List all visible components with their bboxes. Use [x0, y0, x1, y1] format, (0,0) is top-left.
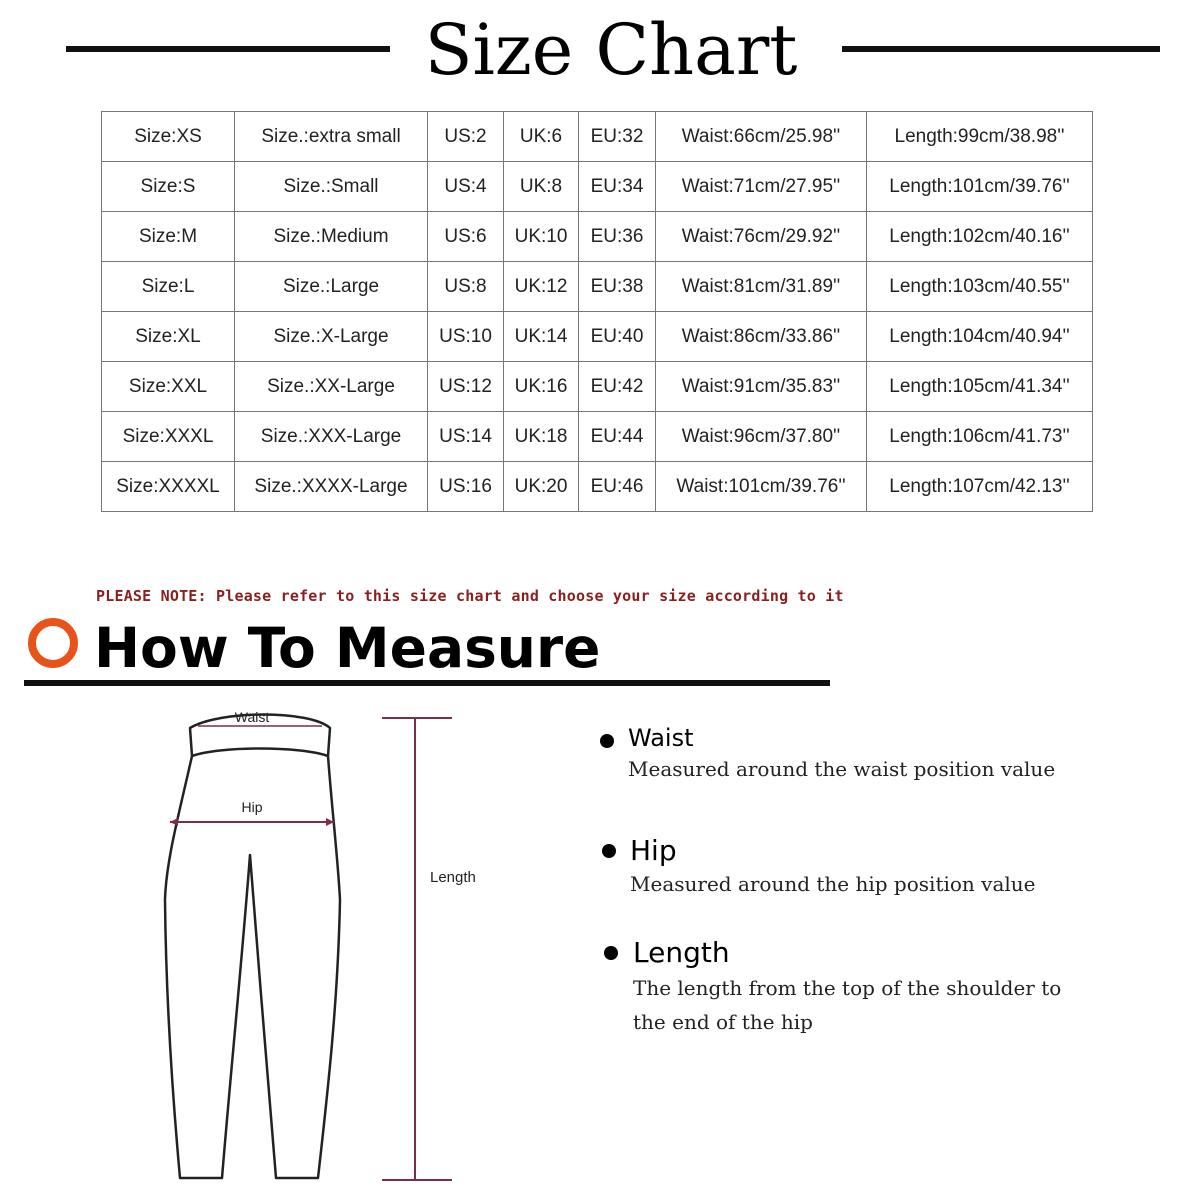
cell-eu-size: EU:38	[579, 262, 656, 312]
cell-length-measure: Length:101cm/39.76''	[867, 162, 1093, 212]
cell-eu-size: EU:34	[579, 162, 656, 212]
diagram-hip-label: Hip	[241, 799, 263, 815]
bullet-heading: Hip	[630, 834, 677, 867]
cell-waist-measure: Waist:91cm/35.83''	[656, 362, 867, 412]
table-row	[102, 462, 1093, 512]
table-row	[102, 212, 1093, 262]
size-table	[101, 111, 1093, 512]
table-row	[102, 162, 1093, 212]
cell-size-code: Size:XXXXL	[102, 462, 235, 512]
bullet-description: the end of the hip	[633, 1010, 813, 1034]
table-row	[102, 262, 1093, 312]
cell-us-size: US:10	[428, 312, 504, 362]
leggings-outline	[165, 756, 340, 1178]
diagram-waist-label: Waist	[234, 709, 270, 725]
cell-eu-size: EU:32	[579, 112, 656, 162]
cell-us-size: US:16	[428, 462, 504, 512]
title-row	[0, 0, 1200, 100]
cell-size-code: Size:M	[102, 212, 235, 262]
cell-size-code: Size:L	[102, 262, 235, 312]
hip-measure	[170, 799, 334, 826]
cell-uk-size: UK:20	[504, 462, 579, 512]
measure-underline	[24, 680, 830, 686]
cell-length-measure: Length:102cm/40.16''	[867, 212, 1093, 262]
cell-uk-size: UK:6	[504, 112, 579, 162]
cell-size-code: Size:XXXL	[102, 412, 235, 462]
cell-waist-measure: Waist:86cm/33.86''	[656, 312, 867, 362]
cell-eu-size: EU:44	[579, 412, 656, 462]
cell-size-name: Size.:X-Large	[235, 312, 428, 362]
bullet-heading: Length	[633, 936, 730, 969]
cell-waist-measure: Waist:76cm/29.92''	[656, 212, 867, 262]
cell-size-code: Size:S	[102, 162, 235, 212]
cell-size-name: Size.:Small	[235, 162, 428, 212]
cell-waist-measure: Waist:101cm/39.76''	[656, 462, 867, 512]
bullet-dot-icon	[604, 946, 618, 960]
cell-size-name: Size.:Medium	[235, 212, 428, 262]
cell-size-name: Size.:XXX-Large	[235, 412, 428, 462]
bullet-heading: Waist	[628, 724, 694, 752]
cell-us-size: US:12	[428, 362, 504, 412]
size-table-body	[102, 112, 1093, 512]
cell-uk-size: UK:16	[504, 362, 579, 412]
measure-title: How To Measure	[94, 616, 601, 680]
cell-us-size: US:2	[428, 112, 504, 162]
bullet-description: Measured around the waist position value	[628, 757, 1056, 781]
cell-eu-size: EU:46	[579, 462, 656, 512]
cell-uk-size: UK:8	[504, 162, 579, 212]
cell-eu-size: EU:42	[579, 362, 656, 412]
bullet-description: The length from the top of the shoulder to	[633, 976, 1062, 1000]
cell-waist-measure: Waist:66cm/25.98''	[656, 112, 867, 162]
cell-length-measure: Length:104cm/40.94''	[867, 312, 1093, 362]
cell-waist-measure: Waist:81cm/31.89''	[656, 262, 867, 312]
cell-size-code: Size:XXL	[102, 362, 235, 412]
title-divider-left	[66, 46, 390, 52]
cell-length-measure: Length:107cm/42.13''	[867, 462, 1093, 512]
length-measure	[382, 718, 476, 1180]
cell-size-name: Size.:Large	[235, 262, 428, 312]
table-row	[102, 362, 1093, 412]
diagram-length-label: Length	[430, 869, 476, 886]
cell-length-measure: Length:106cm/41.73''	[867, 412, 1093, 462]
bullet-dot-icon	[602, 844, 616, 858]
cell-length-measure: Length:99cm/38.98''	[867, 112, 1093, 162]
table-row	[102, 312, 1093, 362]
bullet-dot-icon	[600, 734, 614, 748]
title-divider-right	[842, 46, 1160, 52]
cell-length-measure: Length:103cm/40.55''	[867, 262, 1093, 312]
cell-waist-measure: Waist:96cm/37.80''	[656, 412, 867, 462]
leggings-diagram	[150, 700, 530, 1190]
circle-icon	[28, 618, 78, 668]
bullet-description: Measured around the hip position value	[630, 872, 1036, 896]
cell-uk-size: UK:18	[504, 412, 579, 462]
cell-size-code: Size:XS	[102, 112, 235, 162]
cell-size-name: Size.:XX-Large	[235, 362, 428, 412]
cell-us-size: US:6	[428, 212, 504, 262]
cell-eu-size: EU:40	[579, 312, 656, 362]
cell-uk-size: UK:10	[504, 212, 579, 262]
cell-us-size: US:14	[428, 412, 504, 462]
cell-us-size: US:4	[428, 162, 504, 212]
cell-uk-size: UK:14	[504, 312, 579, 362]
cell-waist-measure: Waist:71cm/27.95''	[656, 162, 867, 212]
cell-size-code: Size:XL	[102, 312, 235, 362]
page-title: Size Chart	[424, 9, 798, 91]
cell-length-measure: Length:105cm/41.34''	[867, 362, 1093, 412]
cell-us-size: US:8	[428, 262, 504, 312]
table-row	[102, 112, 1093, 162]
table-row	[102, 412, 1093, 462]
cell-size-name: Size.:XXXX-Large	[235, 462, 428, 512]
cell-size-name: Size.:extra small	[235, 112, 428, 162]
size-note: PLEASE NOTE: Please refer to this size chart and choose your size according to it	[96, 587, 844, 605]
cell-uk-size: UK:12	[504, 262, 579, 312]
cell-eu-size: EU:36	[579, 212, 656, 262]
